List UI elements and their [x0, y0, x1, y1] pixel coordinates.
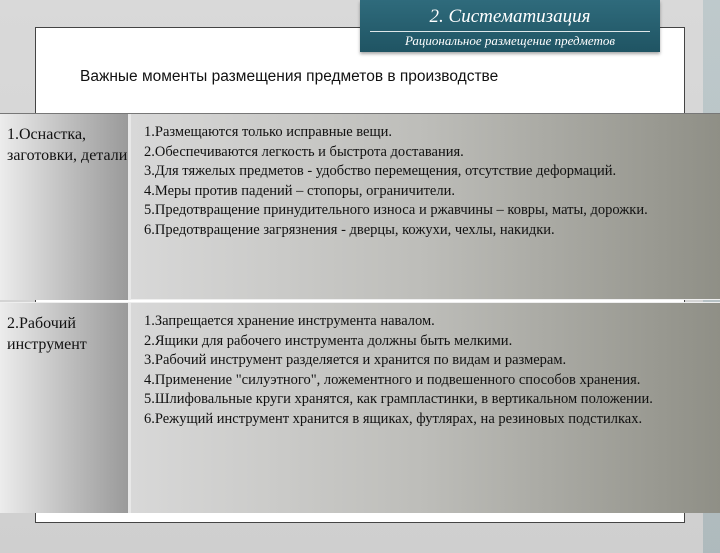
- list-item: 1.Размещаются только исправные вещи.: [144, 124, 393, 140]
- section-header: [360, 0, 660, 52]
- list-item: 6.Предотвращение загрязнения - дверцы, кожухи, чехлы, накидки.: [144, 221, 555, 238]
- list-item: 2.Ящики для рабочего инструмента должны быть мелкими.: [144, 332, 513, 349]
- table-row: [0, 114, 720, 300]
- section-subtitle: Рациональное размещение предметов: [404, 33, 616, 48]
- list-item: 3.Для тяжелых предметов - удобство перемещения, отсутствие деформаций.: [144, 163, 617, 179]
- list-item: 4.Меры против падений – стопоры, ограничители.: [144, 182, 455, 199]
- slide-title: Важные моменты размещения предметов в производстве: [80, 68, 499, 85]
- header-divider: [370, 31, 650, 32]
- list-item: 2.Обеспечиваются легкость и быстрота доставания.: [144, 143, 464, 160]
- list-item: 5.Предотвращение принудительного износа и ржавчины – ковры, маты, дорожки.: [144, 202, 648, 218]
- row-items: [131, 114, 720, 300]
- list-item: 1.Запрещается хранение инструмента навалом.: [144, 313, 435, 329]
- row-category: 1.Оснастка, заготовки, детали: [0, 114, 131, 300]
- section-title: 2. Систематизация: [429, 6, 591, 27]
- placement-table: [0, 113, 720, 516]
- table-row: [0, 302, 720, 513]
- list-item: 4.Применение "силуэтного", ложементного и подвешенного способов хранения.: [144, 371, 641, 388]
- list-item: 6.Режущий инструмент хранится в ящиках, футлярах, на резиновых подстилках.: [144, 410, 643, 427]
- row-category: 2.Рабочий инструмент: [0, 303, 131, 513]
- row-items: [131, 303, 720, 513]
- list-item: 5.Шлифовальные круги хранятся, как грампластинки, в вертикальном положении.: [144, 391, 653, 407]
- list-item: 3.Рабочий инструмент разделяется и хранится по видам и размерам.: [144, 352, 567, 368]
